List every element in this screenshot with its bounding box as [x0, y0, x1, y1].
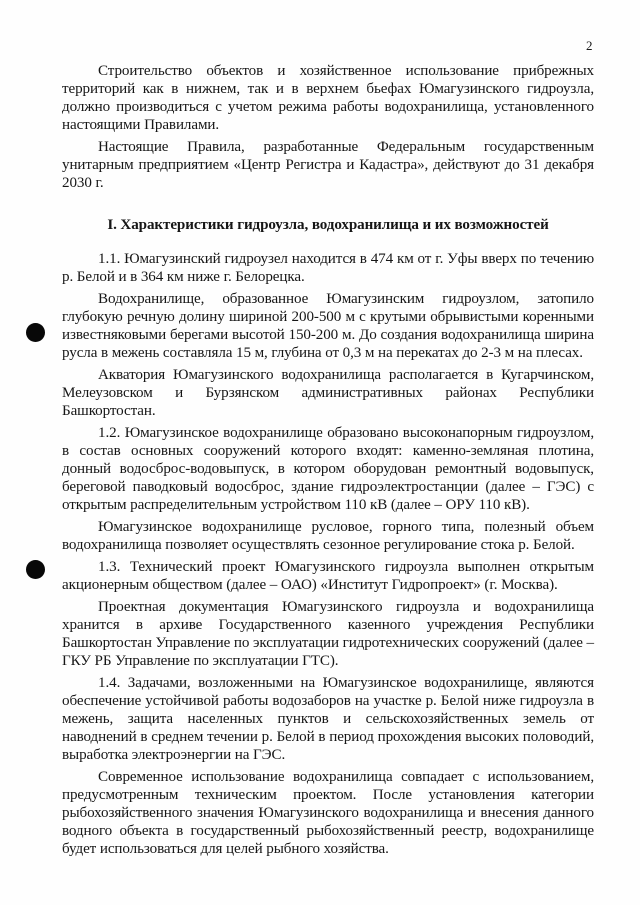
binder-hole	[26, 323, 45, 342]
paragraph: Строительство объектов и хозяйственное использование прибрежных территорий как в нижнем, так и в верхнем бьефах Юмагузинского гидроузла, должно производиться с учетом режима работы водохранилища, установленного настоящими Правилами.	[62, 63, 594, 133]
paragraph: 1.4. Задачами, возложенными на Юмагузинское водохранилище, являются обеспечение устойчивой работы водозаборов на участке р. Белой ниже гидроузла в межень, защита населенных пунктов и сельскохозяйственных земель от наводнений в среднем течении р. Белой в период прохождения высоких половодий, выработка электроэнергии на ГЭС.	[62, 675, 594, 763]
paragraph: Настоящие Правила, разработанные Федеральным государственным унитарным предприятием «Центр Регистра и Кадастра», действуют до 31 декабря 2030 г.	[62, 139, 594, 191]
paragraph: Проектная документация Юмагузинского гидроузла и водохранилища хранится в архиве Государственного казенного учреждения Республики Башкортостан Управление по эксплуатации гидротехнических сооружений (далее – ГКУ РБ Управление по эксплуатации ГТС).	[62, 599, 594, 669]
section-heading: I. Характеристики гидроузла, водохранилища и их возможностей	[107, 217, 549, 233]
paragraph: Современное использование водохранилища совпадает с использованием, предусмотренным техническим проектом. После установления категории рыбохозяйственного значения Юмагузинского водохранилища и внесения данного водного объекта в государственный рыбохозяйственный реестр, водохранилище будет использоваться для целей рыбного хозяйства.	[62, 769, 594, 857]
paragraph: Юмагузинское водохранилище русловое, горного типа, полезный объем водохранилища позволяет осуществлять сезонное регулирование стока р. Белой.	[62, 519, 594, 553]
binder-hole	[26, 560, 45, 579]
paragraph: 1.2. Юмагузинское водохранилище образовано высоконапорным гидроузлом, в состав основных сооружений которого входят: каменно-земляная плотина, донный водосброс-водовыпуск, в котором оборудован ремонтный водовыпуск, береговой паводковый водосброс, здание гидроэлектростанции (далее – ГЭС) с открытым распределительным устройством 110 кВ (далее – ОРУ 110 кВ).	[62, 425, 594, 513]
page-number: 2	[586, 38, 593, 53]
paragraph: Водохранилище, образованное Юмагузинским гидроузлом, затопило глубокую речную долину шириной 200-500 м с крутыми обрывистыми коренными известняковыми берегами высотой 150-200 м. До создания водохранилища ширина русла в межень составляла 15 м, глубина от 0,3 м на перекатах до 2-3 м на плесах.	[62, 291, 594, 361]
paragraph: Акватория Юмагузинского водохранилища располагается в Кугарчинском, Мелеузовском и Бурзянском административных районах Республики Башкортостан.	[62, 367, 594, 419]
paragraph: 1.3. Технический проект Юмагузинского гидроузла выполнен открытым акционерным обществом (далее – ОАО) «Институт Гидропроект» (г. Москва).	[62, 559, 594, 593]
document-body	[62, 62, 594, 858]
paragraph: 1.1. Юмагузинский гидроузел находится в 474 км от г. Уфы вверх по течению р. Белой и в 364 км ниже г. Белорецка.	[62, 251, 594, 285]
